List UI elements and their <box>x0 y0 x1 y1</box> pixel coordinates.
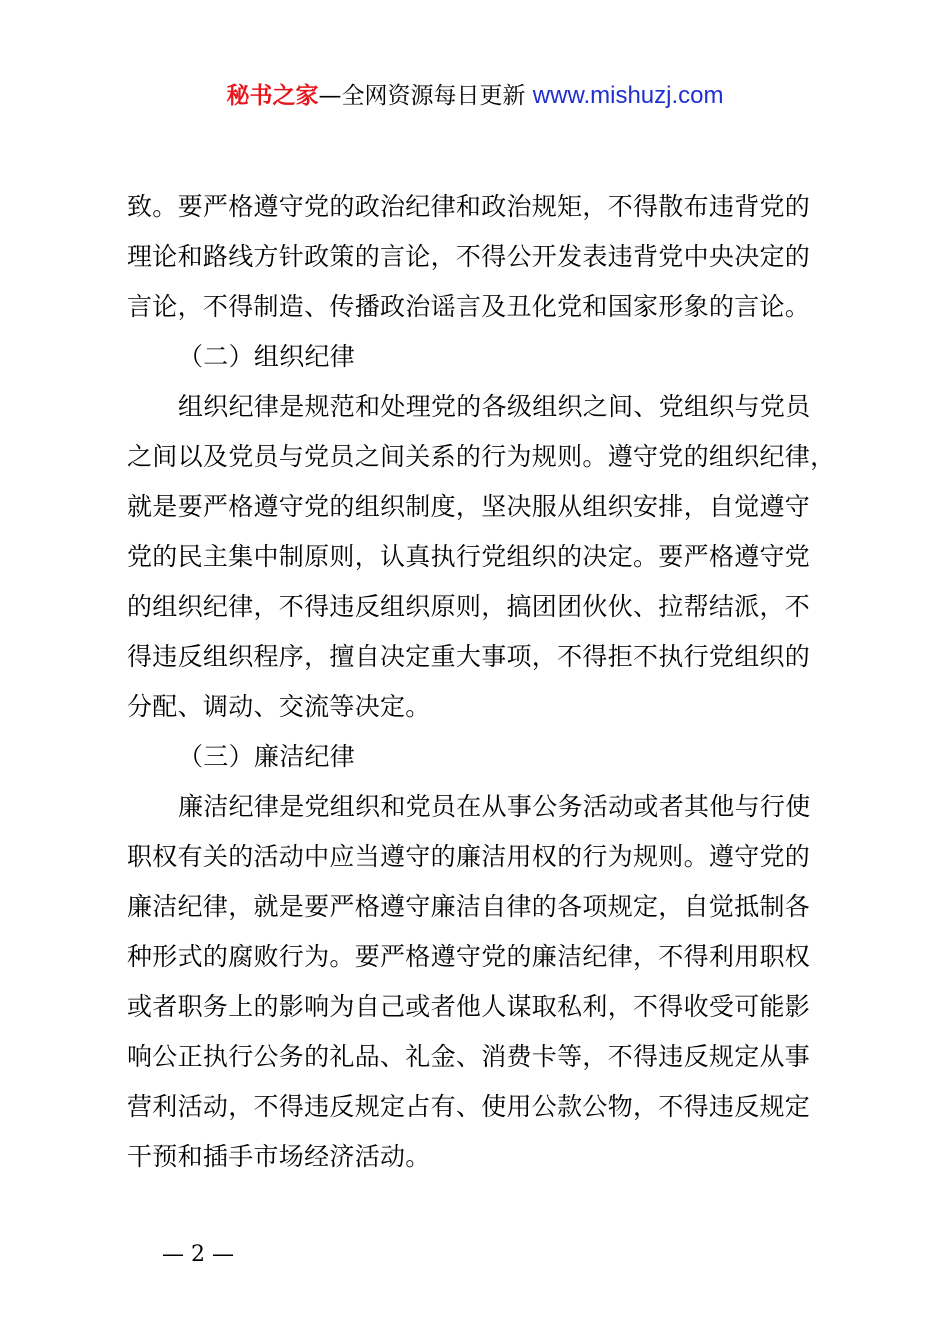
text-line: 党的民主集中制原则，认真执行党组织的决定。要严格遵守党 <box>127 542 811 571</box>
text-line: 理论和路线方针政策的言论，不得公开发表违背党中央决定的 <box>127 242 811 271</box>
text-line: 致。要严格遵守党的政治纪律和政治规矩，不得散布违背党的 <box>127 192 811 221</box>
text-line: 营利活动，不得违反规定占有、使用公款公物，不得违反规定 <box>127 1092 811 1121</box>
paragraph-first-line: 廉洁纪律是党组织和党员在从事公务活动或者其他与行使 <box>178 792 811 821</box>
text-line: 廉洁纪律，就是要严格遵守廉洁自律的各项规定，自觉抵制各 <box>127 892 811 921</box>
page-header <box>0 80 950 112</box>
header-tagline: —全网资源每日更新 <box>318 83 533 109</box>
text-line: 之间以及党员与党员之间关系的行为规则。遵守党的组织纪律， <box>127 442 836 471</box>
brand-name: 秘书之家 <box>226 83 319 109</box>
website-link[interactable]: www.mishuzj.com <box>532 82 724 109</box>
text-line: 言论，不得制造、传播政治谣言及丑化党和国家形象的言论。 <box>127 292 811 321</box>
text-line: 干预和插手市场经济活动。 <box>127 1142 431 1171</box>
text-line: 就是要严格遵守党的组织制度，坚决服从组织安排，自觉遵守 <box>127 492 811 521</box>
section-heading-integrity-discipline: （三）廉洁纪律 <box>178 742 356 771</box>
text-line: 响公正执行公务的礼品、礼金、消费卡等，不得违反规定从事 <box>127 1042 811 1071</box>
text-line: 的组织纪律，不得违反组织原则，搞团团伙伙、拉帮结派，不 <box>127 592 811 621</box>
paragraph-first-line: 组织纪律是规范和处理党的各级组织之间、党组织与党员 <box>178 392 811 421</box>
text-line: 种形式的腐败行为。要严格遵守党的廉洁纪律，不得利用职权 <box>127 942 811 971</box>
section-heading-organization-discipline: （二）组织纪律 <box>178 342 356 371</box>
document-body <box>127 182 837 1182</box>
page-number: — 2 — <box>162 1242 234 1267</box>
text-line: 职权有关的活动中应当遵守的廉洁用权的行为规则。遵守党的 <box>127 842 811 871</box>
text-line: 或者职务上的影响为自己或者他人谋取私利，不得收受可能影 <box>127 992 811 1021</box>
text-line: 得违反组织程序，擅自决定重大事项，不得拒不执行党组织的 <box>127 642 811 671</box>
text-line: 分配、调动、交流等决定。 <box>127 692 431 721</box>
